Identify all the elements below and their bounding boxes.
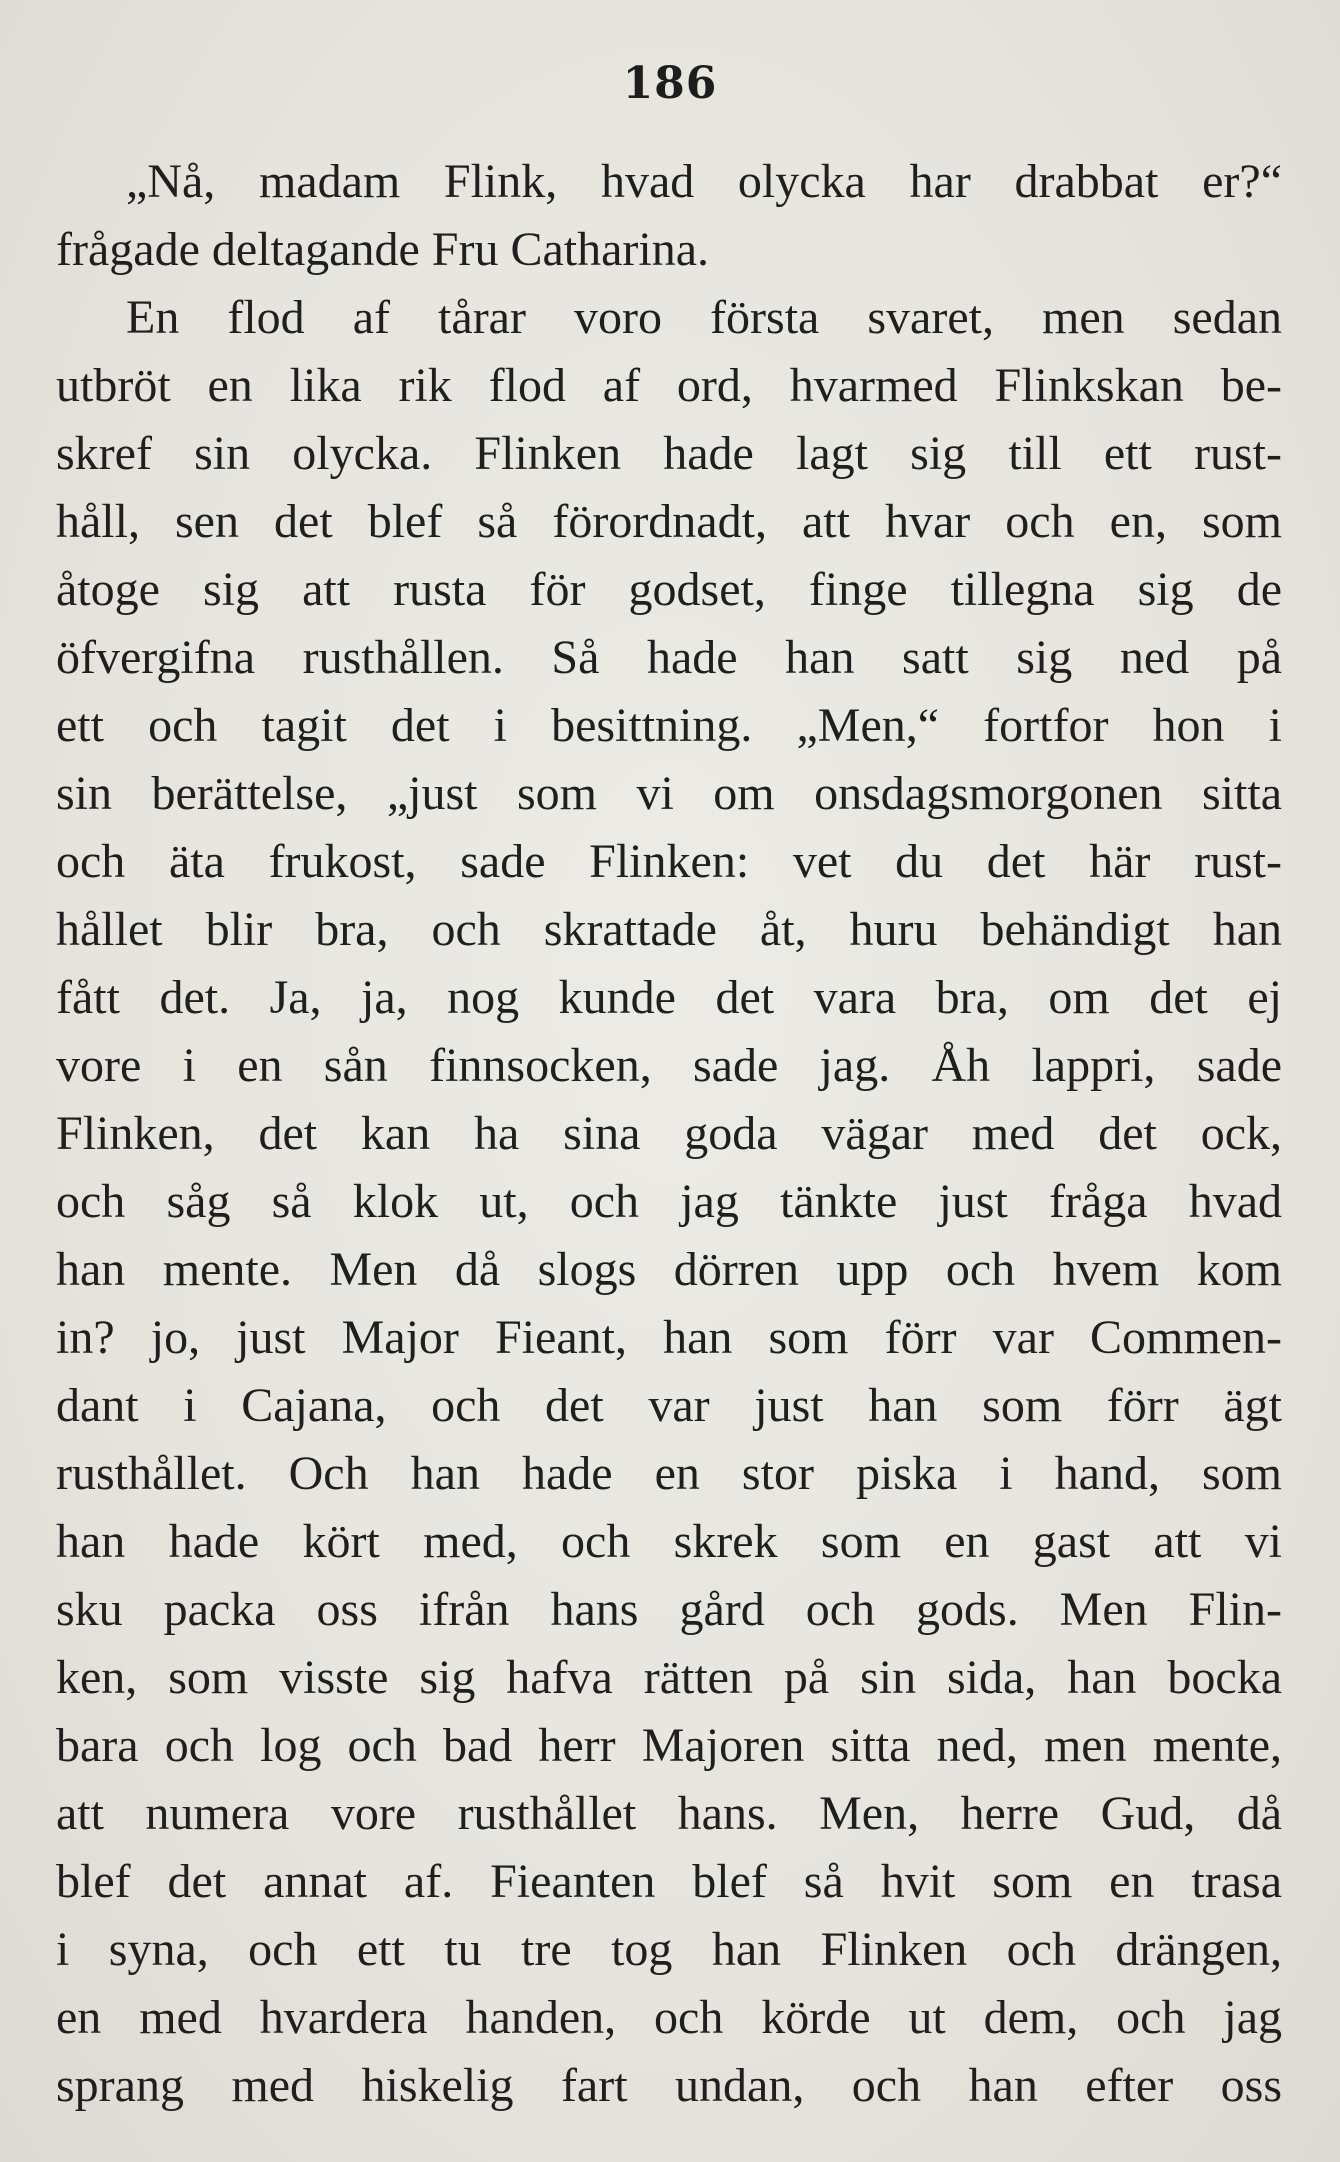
text-line: En flod af tårar voro första svaret, men sedan <box>126 291 1282 344</box>
text-line: i syna, och ett tu tre tog han Flinken och drängen, <box>56 1923 1282 1976</box>
text-line: rusthållet. Och han hade en stor piska i hand, som <box>56 1447 1282 1500</box>
text-line: sku packa oss ifrån hans gård och gods. Men Flin- <box>56 1583 1282 1636</box>
text-line: vore i en sån finnsocken, sade jag. Åh lappri, sade <box>56 1039 1282 1092</box>
text-line: öfvergifna rusthållen. Så hade han satt sig ned på <box>56 631 1282 684</box>
text-line: åtoge sig att rusta för godset, finge tillegna sig de <box>56 563 1282 616</box>
text-line: håll, sen det blef så förordnadt, att hvar och en, som <box>56 495 1282 548</box>
text-line: in? jo, just Major Fieant, han som förr var Commen- <box>56 1311 1282 1364</box>
text-line: hållet blir bra, och skrattade åt, huru behändigt han <box>56 903 1282 956</box>
text-line: han mente. Men då slogs dörren upp och hvem kom <box>56 1243 1282 1296</box>
text-line: skref sin olycka. Flinken hade lagt sig till ett rust- <box>56 427 1282 480</box>
text-line: dant i Cajana, och det var just han som förr ägt <box>56 1379 1282 1432</box>
text-line: ken, som visste sig hafva rätten på sin sida, han bocka <box>56 1651 1282 1704</box>
text-line: fått det. Ja, ja, nog kunde det vara bra, om det ej <box>56 971 1282 1024</box>
text-line: och äta frukost, sade Flinken: vet du det här rust- <box>56 835 1282 888</box>
text-line: sprang med hiskelig fart undan, och han efter oss <box>56 2059 1282 2112</box>
text-line: bara och log och bad herr Majoren sitta ned, men mente, <box>56 1719 1282 1772</box>
text-line: att numera vore rusthållet hans. Men, herre Gud, då <box>56 1787 1282 1840</box>
text-line: frågade deltagande Fru Catharina. <box>56 223 710 276</box>
text-line: han hade kört med, och skrek som en gast att vi <box>56 1515 1282 1568</box>
text-line: en med hvardera handen, och körde ut dem, och jag <box>56 1991 1282 2044</box>
text-line: och såg så klok ut, och jag tänkte just fråga hvad <box>56 1175 1282 1228</box>
text-line: Flinken, det kan ha sina goda vägar med det ock, <box>56 1107 1282 1160</box>
page-number: 186 <box>622 58 718 109</box>
text-line: blef det annat af. Fieanten blef så hvit som en trasa <box>56 1855 1282 1908</box>
body-text <box>56 148 1282 2120</box>
text-line: utbröt en lika rik flod af ord, hvarmed Flinkskan be- <box>56 359 1282 412</box>
text-line: ett och tagit det i besittning. „Men,“ fortfor hon i <box>56 699 1282 752</box>
text-line: sin berättelse, „just som vi om onsdagsmorgonen sitta <box>56 767 1282 820</box>
text-line: „Nå, madam Flink, hvad olycka har drabbat er?“ <box>126 155 1282 208</box>
